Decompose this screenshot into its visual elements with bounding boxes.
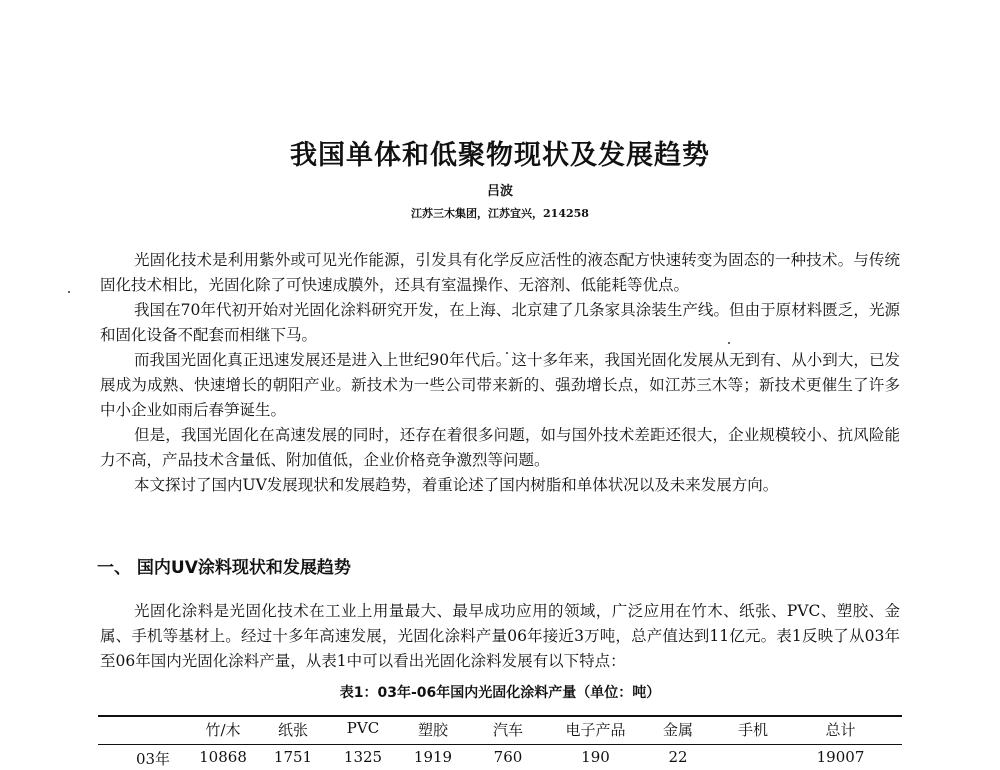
table-header-cell: PVC	[346, 719, 380, 737]
paper-title: 我国单体和低聚物现状及发展趋势	[290, 140, 710, 171]
table-header-cell: 汽车	[492, 721, 523, 739]
section-body	[100, 599, 900, 674]
intro-paragraph-5: 本文探讨了国内UV发展现状和发展趋势，着重论述了国内树脂和单体状况以及未来发展方向。	[134, 476, 779, 494]
table-header-rule	[98, 744, 902, 745]
table-cell: 190	[581, 748, 610, 766]
scan-speck	[68, 291, 70, 293]
table-header-cell: 金属	[662, 721, 693, 739]
table-header-cell: 电子产品	[565, 721, 626, 739]
table-row	[98, 748, 902, 770]
table-cell: 1325	[343, 748, 383, 766]
table-header-cell: 竹/木	[205, 721, 241, 739]
table-cell: 1751	[273, 748, 313, 766]
paper-author: 吕波	[486, 184, 513, 199]
table-header-cell: 纸张	[277, 721, 308, 739]
table-top-rule	[98, 715, 902, 717]
intro-paragraph-2: 我国在70年代初开始对光固化涂料研究开发，在上海、北京建了几条家具涂装生产线。但由于原材料匮乏，光源和固化设备不配套而相继下马。	[100, 301, 900, 344]
table-caption: 表1：03年-06年国内光固化涂料产量（单位：吨）	[339, 685, 661, 701]
section-paragraph: 光固化涂料是光固化技术在工业上用量最大、最早成功应用的领域，广泛应用在竹木、纸张、PVC、塑胶、金属、手机等基材上。经过十多年高速发展，光固化涂料产量06年接近3万吨，总产值达到11亿元。表1反映了从03年至06年国内光固化涂料产量，从表1中可以看出光固化涂料发展有以下特点：	[100, 602, 900, 670]
table-cell: 03年	[135, 750, 171, 768]
table-header-row	[98, 719, 902, 741]
table-cell: 22	[668, 748, 688, 766]
table-cell: 760	[493, 748, 523, 766]
author-affiliation: 江苏三木集团，江苏宜兴，214258	[411, 207, 589, 220]
intro-section	[100, 248, 900, 498]
table-header-cell: 塑胶	[417, 721, 448, 739]
table-header-cell: 手机	[737, 721, 768, 739]
intro-paragraph-4: 但是，我国光固化在高速发展的同时，还存在着很多问题，如与国外技术差距还很大，企业规模较小、抗风险能力不高，产品技术含量低、附加值低，企业价格竞争激烈等问题。	[100, 426, 900, 469]
table-cell: 10868	[199, 748, 247, 766]
table-header-cell: 总计	[825, 721, 856, 739]
intro-paragraph-1: 光固化技术是利用紫外或可见光作能源，引发具有化学反应活性的液态配方快速转变为固态的一种技术。与传统固化技术相比，光固化除了可快速成膜外，还具有室温操作、无溶剂、低能耗等优点。	[100, 251, 900, 294]
table-cell: 19007	[816, 748, 865, 766]
table-cell: 1919	[413, 748, 453, 766]
intro-paragraph-3: 而我国光固化真正迅速发展还是进入上世纪90年代后。这十多年来，我国光固化发展从无到有、从小到大，已发展成为成熟、快速增长的朝阳产业。新技术为一些公司带来新的、强劲增长点，如江苏三木等；新技术更催生了许多中小企业如雨后春笋诞生。	[100, 351, 900, 419]
section-heading: 一、 国内UV涂料现状和发展趋势	[97, 558, 351, 578]
